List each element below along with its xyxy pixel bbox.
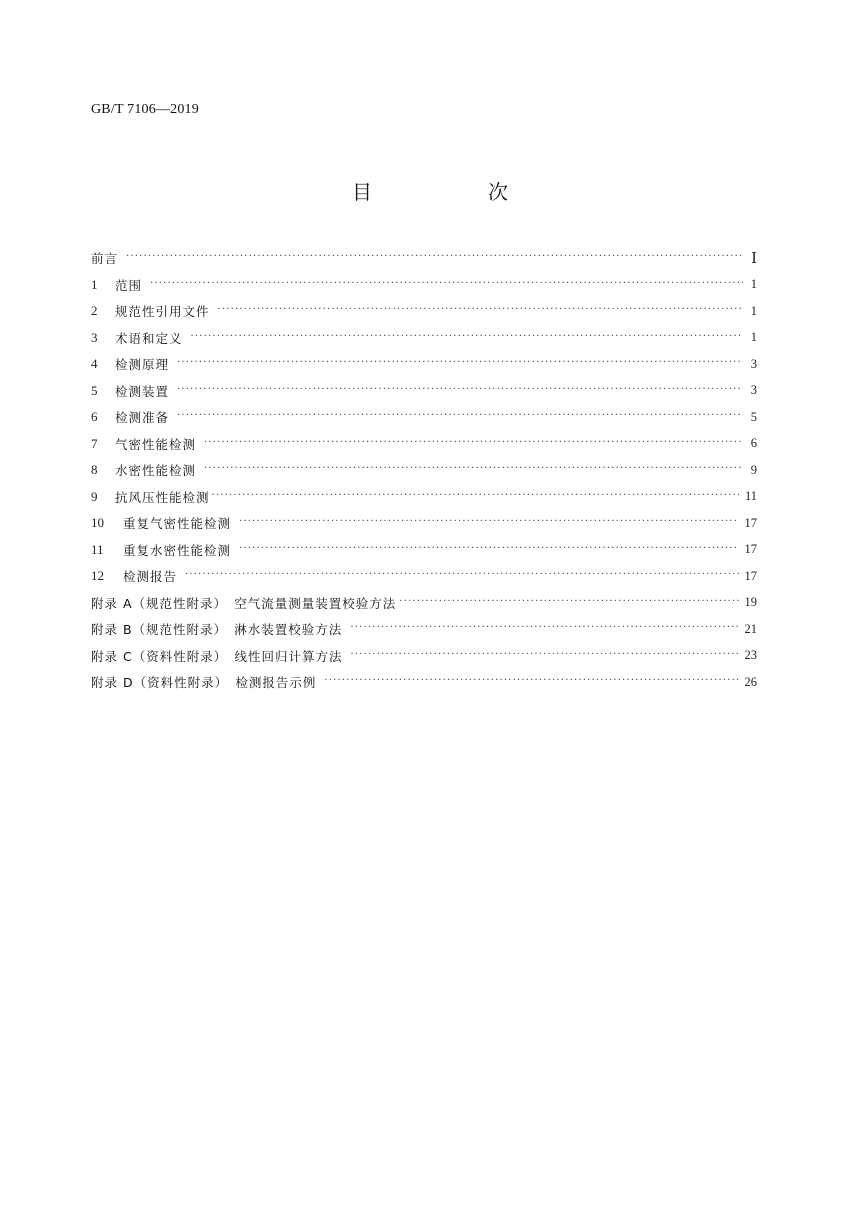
toc-entry-title: 附录 C（资料性附录） 线性回归计算方法 bbox=[91, 648, 343, 664]
toc-entry-preparation[interactable] bbox=[91, 404, 757, 431]
toc-entry-title: 检测原理 bbox=[115, 357, 170, 373]
toc-entry-title: 附录 B（规范性附录） 淋水装置校验方法 bbox=[91, 622, 343, 638]
toc-entry-number: 3 bbox=[91, 329, 98, 345]
toc-entry-title: 规范性引用文件 bbox=[115, 304, 210, 320]
toc-entry-page: 11 bbox=[744, 489, 757, 504]
toc-entry-page: 1 bbox=[750, 303, 757, 318]
toc-entry-number: 7 bbox=[91, 435, 98, 451]
table-of-contents bbox=[91, 245, 757, 696]
toc-entry-page: 9 bbox=[750, 462, 757, 477]
toc-entry-page: 17 bbox=[744, 542, 757, 557]
toc-leader-dots bbox=[204, 438, 743, 448]
toc-entry-appendix-d[interactable] bbox=[91, 669, 757, 696]
toc-entry-title: 前言 bbox=[91, 251, 119, 267]
toc-entry-title: 气密性能检测 bbox=[115, 436, 197, 452]
toc-entry-title: 术语和定义 bbox=[115, 330, 183, 346]
toc-leader-dots bbox=[191, 332, 743, 342]
toc-entry-title: 范围 bbox=[115, 277, 143, 293]
toc-leader-dots bbox=[218, 305, 743, 315]
toc-entry-page: 17 bbox=[744, 568, 757, 583]
toc-entry-page: 6 bbox=[750, 436, 757, 451]
toc-entry-repeated-water-tightness[interactable] bbox=[91, 537, 757, 564]
toc-entry-number: 12 bbox=[91, 568, 104, 584]
toc-entry-page: 19 bbox=[744, 595, 757, 610]
toc-entry-number: 1 bbox=[91, 276, 98, 292]
toc-entry-appendix-c[interactable] bbox=[91, 643, 757, 670]
toc-entry-principle[interactable] bbox=[91, 351, 757, 378]
toc-entry-appendix-b[interactable] bbox=[91, 616, 757, 643]
toc-entry-air-tightness[interactable] bbox=[91, 431, 757, 458]
toc-entry-test-report[interactable] bbox=[91, 563, 757, 590]
toc-leader-dots bbox=[177, 358, 743, 368]
toc-entry-number: 2 bbox=[91, 303, 98, 319]
toc-leader-dots bbox=[177, 411, 743, 421]
toc-entry-number: 9 bbox=[91, 488, 98, 504]
toc-entry-title: 检测准备 bbox=[115, 410, 170, 426]
toc-entry-water-tightness[interactable] bbox=[91, 457, 757, 484]
toc-entry-title: 附录 D（资料性附录） 检测报告示例 bbox=[91, 675, 317, 691]
toc-entry-scope[interactable] bbox=[91, 272, 757, 299]
toc-entry-apparatus[interactable] bbox=[91, 378, 757, 405]
toc-entry-title: 重复气密性能检测 bbox=[123, 516, 232, 532]
toc-leader-dots bbox=[204, 464, 743, 474]
toc-leader-dots bbox=[212, 491, 739, 501]
page-title: 目 次 bbox=[352, 180, 556, 204]
toc-leader-dots bbox=[185, 570, 738, 580]
toc-entry-terms-definitions[interactable] bbox=[91, 325, 757, 352]
toc-leader-dots bbox=[350, 623, 738, 633]
toc-leader-dots bbox=[150, 279, 743, 289]
toc-entry-page: 1 bbox=[750, 330, 757, 345]
toc-entry-page: 23 bbox=[744, 648, 757, 663]
toc-leader-dots bbox=[177, 385, 743, 395]
toc-leader-dots bbox=[239, 517, 738, 527]
toc-entry-number: 8 bbox=[91, 462, 98, 478]
toc-entry-title: 附录 A（规范性附录） 空气流量测量装置校验方法 bbox=[91, 595, 397, 611]
toc-leader-dots bbox=[399, 597, 738, 607]
toc-entry-number: 5 bbox=[91, 382, 98, 398]
toc-entry-number: 10 bbox=[91, 515, 104, 531]
standard-code: GB/T 7106—2019 bbox=[91, 102, 199, 117]
toc-leader-dots bbox=[126, 252, 743, 262]
toc-entry-title: 抗风压性能检测 bbox=[115, 489, 210, 505]
toc-entry-foreword[interactable] bbox=[91, 245, 757, 272]
toc-entry-page: 5 bbox=[750, 409, 757, 424]
toc-entry-normative-references[interactable] bbox=[91, 298, 757, 325]
toc-entry-title: 检测报告 bbox=[123, 569, 178, 585]
toc-entry-repeated-air-tightness[interactable] bbox=[91, 510, 757, 537]
toc-entry-page: 1 bbox=[750, 277, 757, 292]
toc-entry-number: 11 bbox=[91, 541, 104, 557]
toc-entry-page: 3 bbox=[750, 383, 757, 398]
toc-entry-number: 4 bbox=[91, 356, 98, 372]
toc-leader-dots bbox=[324, 676, 738, 686]
toc-entry-page: Ⅰ bbox=[751, 250, 757, 267]
toc-entry-wind-load[interactable] bbox=[91, 484, 757, 511]
toc-entry-appendix-a[interactable] bbox=[91, 590, 757, 617]
toc-entry-title: 重复水密性能检测 bbox=[123, 542, 232, 558]
toc-entry-number: 6 bbox=[91, 409, 98, 425]
toc-entry-title: 水密性能检测 bbox=[115, 463, 197, 479]
toc-entry-page: 26 bbox=[744, 674, 757, 689]
toc-entry-title: 检测装置 bbox=[115, 383, 170, 399]
toc-leader-dots bbox=[350, 650, 738, 660]
toc-leader-dots bbox=[239, 544, 738, 554]
toc-entry-page: 3 bbox=[750, 356, 757, 371]
toc-entry-page: 21 bbox=[744, 621, 757, 636]
toc-entry-page: 17 bbox=[744, 515, 757, 530]
